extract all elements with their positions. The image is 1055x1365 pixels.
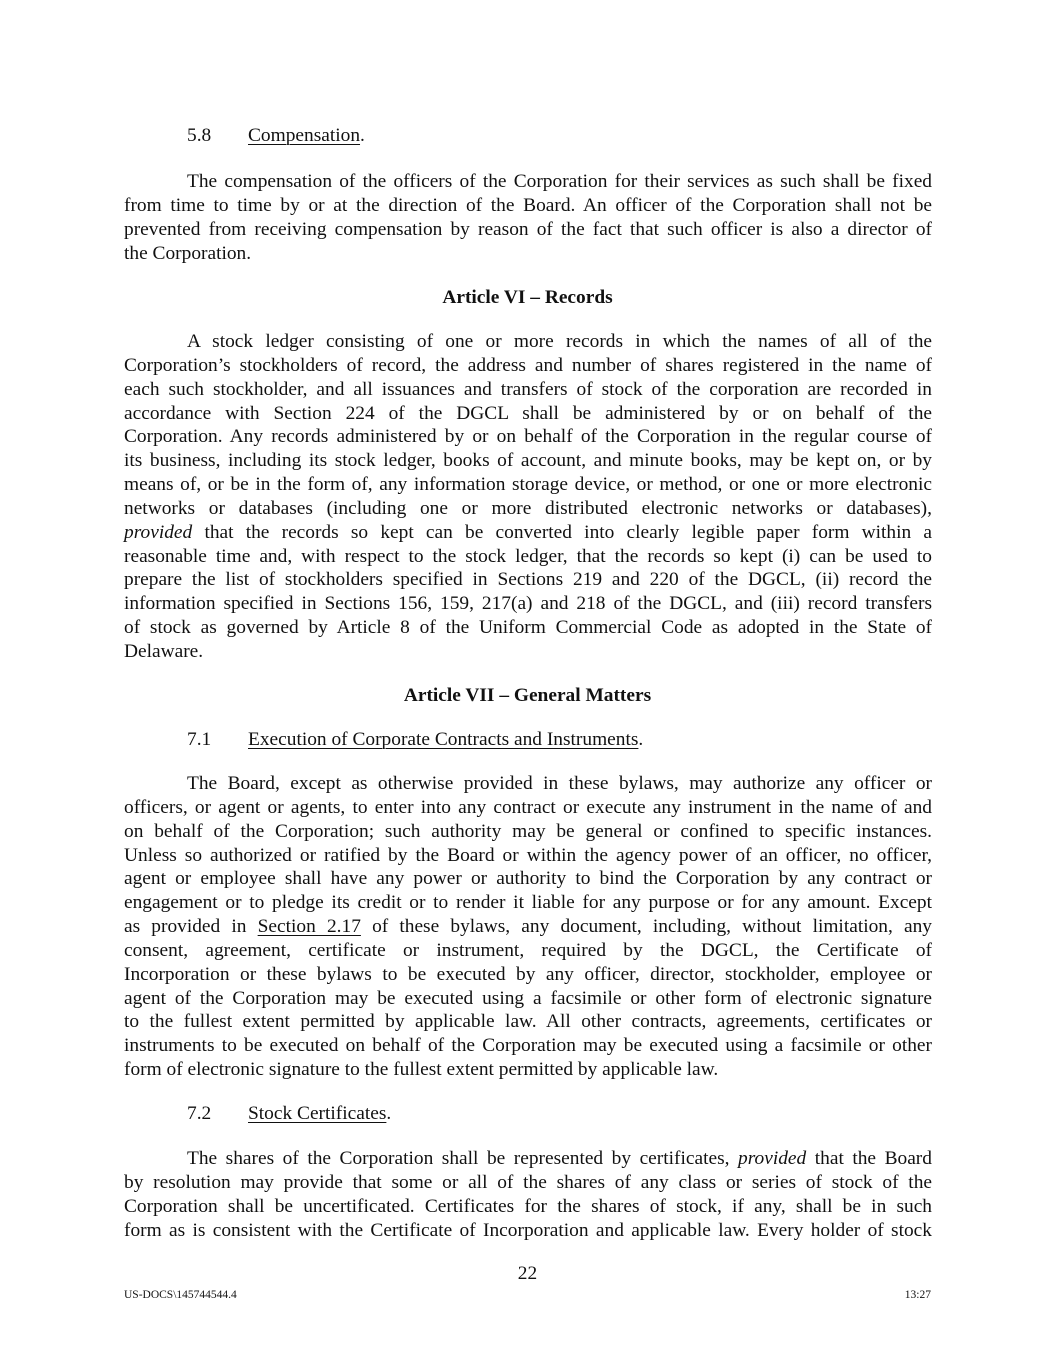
text-line: means of, or be in the form of, any information storage device, or method, or one or more electronic [124,474,932,496]
text-line: information specified in Sections 156, 159, 217(a) and 218 of the DGCL, and (iii) record transfers [124,593,932,615]
article-heading-records: Article VI – Records [442,287,613,308]
text-fragment: The shares of the Corporation shall be represented by certificates, [187,1148,730,1169]
text-line: its business, including its stock ledger, books of account, and minute books, may be kept on, or by [124,450,932,472]
text-fragment: of these bylaws, any document, including, without limitation, any [372,916,932,938]
section-number: 7.2 [187,1103,212,1124]
text-line: Corporation shall be uncertificated. Certificates for the shares of stock, if any, shall be in such [124,1195,932,1217]
text-fragment: that the records so kept can be converted into clearly legible paper form within a [204,521,932,543]
footer-time: 13:27 [904,1289,931,1301]
text-line: prevented from receiving compensation by reason of the fact that such officer is also a director of [124,218,932,240]
paragraph-compensation [124,170,932,265]
section-heading-7-1 [187,728,643,752]
text-line: accordance with Section 224 of the DGCL shall be administered by or on behalf of the [124,402,932,424]
text-line: agent or employee shall have any power or authority to bind the Corporation by any contract or [124,868,932,890]
text-line [124,1147,932,1171]
paragraph-stock-certificates [124,1147,932,1242]
text-line: Incorporation or these bylaws to be executed by any officer, director, stockholder, employee or [124,963,932,985]
italic-provided: provided [738,1148,807,1169]
paragraph-records [124,330,932,664]
text-line: A stock ledger consisting of one or more records in which the names of all of the [187,331,932,352]
text-line: prepare the list of stockholders specified in Sections 219 and 220 of the DGCL, (ii) record the [124,569,932,591]
section-heading-5-8 [187,124,365,148]
text-line: of stock as governed by Article 8 of the Uniform Commercial Code as adopted in the State of [124,617,932,639]
italic-provided: provided [124,521,193,543]
text-fragment: as provided in [124,916,247,938]
text-line: the Corporation. [124,242,252,264]
text-line: agent of the Corporation may be executed using a facsimile or other form of electronic signature [124,987,932,1009]
text-line: on behalf of the Corporation; such authority may be general or confined to specific instances. [124,820,932,842]
text-line: Delaware. [124,640,204,662]
text-line: instruments to be executed on behalf of the Corporation may be executed using a facsimile or other [124,1035,932,1057]
section-heading-7-2 [187,1102,391,1126]
text-line: each such stockholder, and all issuances and transfers of stock of the corporation are recorded in [124,378,932,400]
text-line: The compensation of the officers of the Corporation for their services as such shall be fixed [187,171,932,192]
document-id: US-DOCS\145744544.4 [124,1289,237,1301]
text-line: engagement or to pledge its credit or to render it liable for any purpose or for any amount. Except [124,892,932,914]
section-title-suffix: . [360,125,365,146]
text-line: reasonable time and, with respect to the stock ledger, that the records so kept (i) can be used to [124,545,932,567]
page-number: 22 [517,1263,538,1284]
text-line [124,521,932,545]
text-line: networks or databases (including one or more distributed electronic networks or databases), [124,497,932,519]
section-number: 7.1 [187,729,212,750]
article-heading-general-matters: Article VII – General Matters [403,685,652,706]
text-line: to the fullest extent permitted by applicable law. All other contracts, agreements, certificates or [124,1011,932,1033]
text-line: officers, or agent or agents, to enter into any contract or execute any instrument in the name of and [124,796,932,818]
text-line: from time to time by or at the direction of the Board. An officer of the Corporation shall not be [124,194,932,216]
text-line: The Board, except as otherwise provided in these bylaws, may authorize any officer or [187,773,932,794]
text-line: Unless so authorized or ratified by the Board or within the agency power of an officer, no officer, [124,844,932,866]
text-line: consent, agreement, certificate or instrument, required by the DGCL, the Certificate of [124,939,932,961]
text-line: Corporation. Any records administered by or on behalf of the Corporation in the regular course of [124,426,932,448]
section-number: 5.8 [187,125,212,146]
text-line: form as is consistent with the Certificate of Incorporation and applicable law. Every holder of stock [124,1219,932,1241]
text-line [124,915,932,939]
section-2-17-link[interactable]: Section 2.17 [257,916,361,938]
section-title: Compensation [248,125,361,146]
paragraph-execution [124,772,932,1082]
text-line: form of electronic signature to the fullest extent permitted by applicable law. [124,1059,719,1081]
section-title-suffix: . [386,1103,392,1124]
text-line: Corporation’s stockholders of record, the address and number of shares registered in the name of [124,354,932,376]
section-title: Execution of Corporate Contracts and Instruments [248,729,639,750]
section-title-suffix: . [638,729,644,750]
text-fragment: that the Board [814,1148,932,1169]
text-line: by resolution may provide that some or all of the shares of any class or series of stock of the [124,1171,932,1193]
section-title: Stock Certificates [248,1103,387,1124]
